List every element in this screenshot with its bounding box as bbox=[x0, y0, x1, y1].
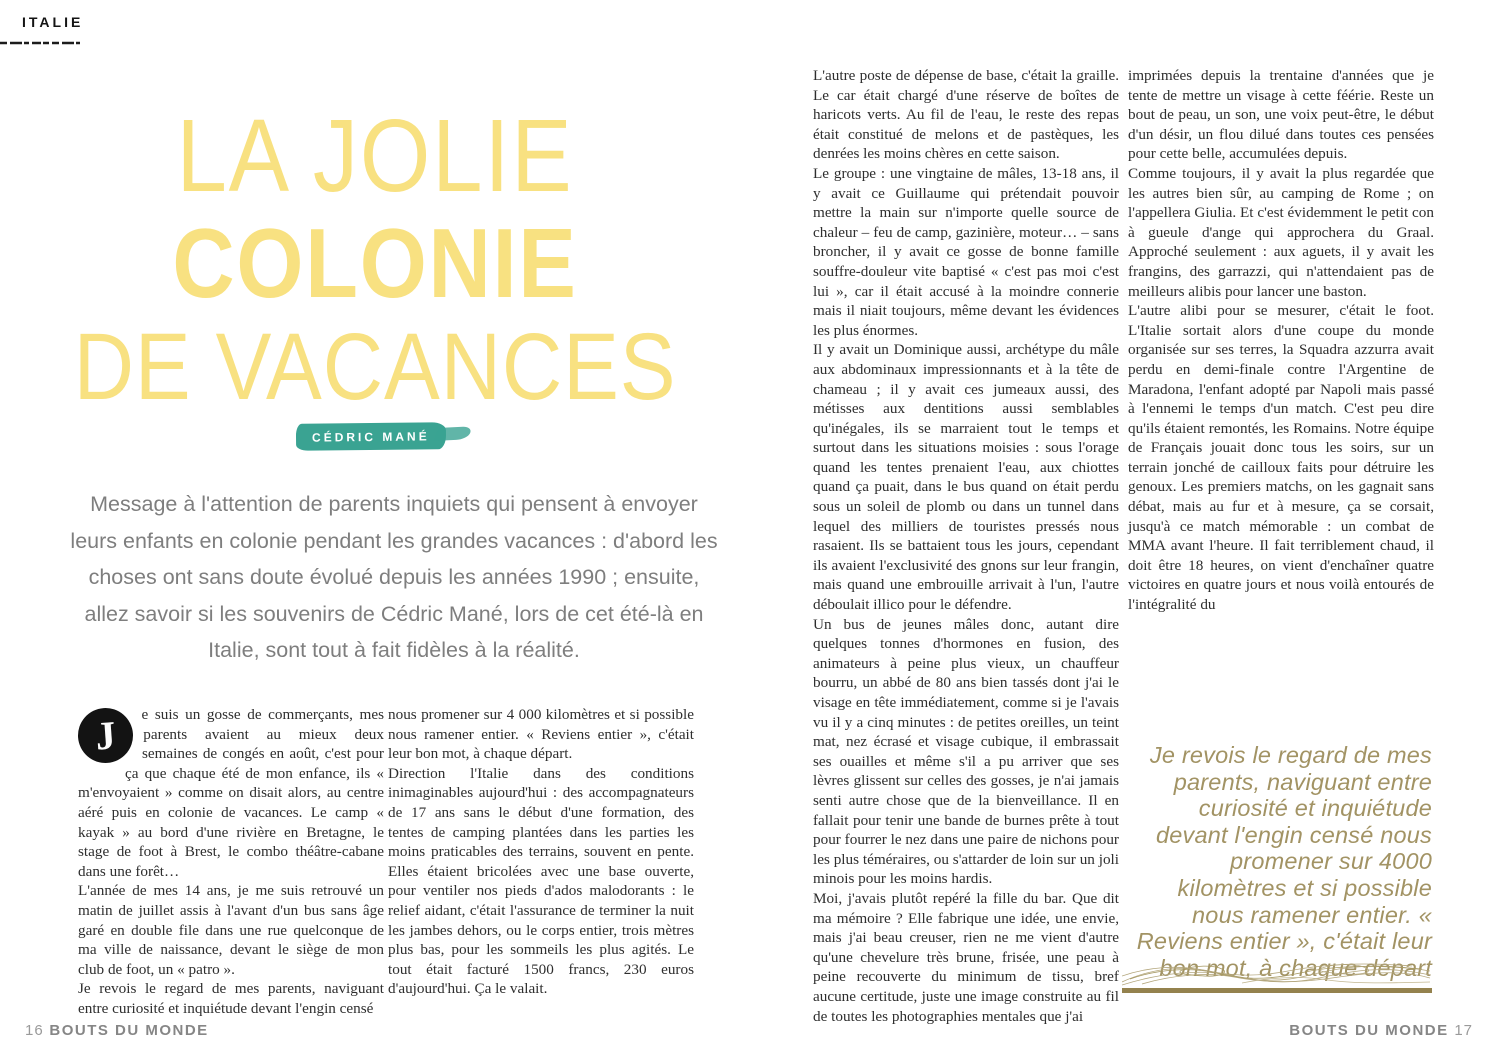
paragraph bbox=[78, 705, 384, 881]
left-page-column-2 bbox=[388, 705, 694, 999]
paragraph: Direction l'Italie dans des conditions inimaginables aujourd'hui : des accompagnateurs de 17 ans sans le début d'une formation, des tentes de camping plantées dans les parties les moins praticables des terrains, souvent en pente. Elles étaient bricolées avec une base ouverte, pour ventiler nos pieds d'ados malodorants : le relief aidant, c'était l'assurance de terminer la nuit les jambes dehors, ou le corps entier, trois mètres plus bas, pour les sommeils les plus agités. Le tout était facturé 1500 francs, 230 euros d'aujourd'hui. Ça le valait. bbox=[388, 764, 694, 998]
paragraph: Moi, j'avais plutôt repéré la fille du bar. Que dit ma mémoire ? Elle fabrique une idée, une envie, mais j'ai beau creuser, rien ne me vient d'autre qu'une chevelure très brune, frisée, une peau à peine recouverte du minimum de tissu, bref aucune certitude, juste une image construite au fil de toutes les photographies mentales que j'ai bbox=[813, 889, 1119, 1025]
paragraph: Comme toujours, il y avait la plus regardée que les autres bien sûr, au camping de Rome ; on l'appellera Giulia. Et c'est évidemment le petit con à gueule d'ange qui approchera du Graal. Approché seulement : aux aguets, il y avait les frangins, des garrazzi, qui n'attendaient pas de meilleurs alibis pour lancer une baston. bbox=[1128, 164, 1434, 300]
article-title-line1: LA JOLIE bbox=[176, 98, 574, 213]
kicker-underline-decoration bbox=[0, 40, 80, 46]
paragraph: Je revois le regard de mes parents, naviguant entre curiosité et inquiétude devant l'engin censé bbox=[78, 980, 384, 1017]
page-number: 17 bbox=[1454, 1022, 1473, 1039]
right-page-footer bbox=[1289, 1022, 1473, 1039]
paragraph: L'année de mes 14 ans, je me suis retrouvé un matin de juillet assis à l'avant d'un bus sans âge garé en double file dans une rue quelconque de ma ville de naissance, devant le siège de mon club de foot, un « patro ». bbox=[78, 882, 384, 978]
paragraph: Le groupe : une vingtaine de mâles, 13-18 ans, il y avait ce Guillaume qui prétendait pouvoir mettre la main sur n'importe quelle source de chaleur – feu de camp, gazinière, moteur… – sans broncher, il y avait ce gosse de bonne famille souffre-douleur vite baptisé « c'est pas moi c'est lui », car il était accusé à la moindre connerie mais il niait toujours, même devant les évidences les plus énormes. bbox=[813, 164, 1119, 339]
right-page-column-1 bbox=[813, 66, 1119, 1026]
paragraph: Un bus de jeunes mâles donc, autant dire quelques tonnes d'hormones en fusion, des animateurs à peine plus vieux, un chauffeur bourru, un abbé de 80 ans bien tassés dont j'ai le visage en tête immédiatement, comme si je l'avais vu il y a cinq minutes : de petites oreilles, un teint mat, nez écrasé et visage cubique, il embrassait ses ouailles et même s'il a pu arriver que ses lèvres glissent sur celles des gosses, je n'ai jamais senti autre chose que de la bienveillance. Il en fallait pour tenir une bande de burnes prête à tout pour fourrer le nez dans une paire de nichons pour les plus téméraires, ou s'attarder de loin sur un joli minois pour les moins hardis. bbox=[813, 615, 1119, 888]
paragraph: imprimées depuis la trentaine d'années que je tente de mettre un visage à cette féérie. Reste un bout de peau, un son, une voix peut-être, le début d'un désir, un flou dilué dans toutes ces pensées pour cette belle, accumulées depuis. bbox=[1128, 67, 1434, 163]
left-page-footer bbox=[25, 1022, 209, 1039]
gold-rule-decoration bbox=[1122, 988, 1432, 993]
paragraph: L'autre poste de dépense de base, c'était la graille. Le car était chargé d'une réserve de boîtes de haricots verts. Au fil de l'eau, le reste des repas était constitué de melons et de pastèques, les denrées les moins chères en cette saison. bbox=[813, 67, 1119, 163]
pull-quote: Je revois le regard de mes parents, naviguant entre curiosité et inquiétude devant l'engin censé nous promener sur 4000 kilomètres et si possible nous ramener entier. « Reviens entier », c'était leur bon mot, à chaque départ bbox=[1136, 742, 1432, 981]
paragraph-text: e suis un gosse de commerçants, mes parents avaient au mieux deux semaines de congés en août, c'est pour ça que chaque été de mon enfance, ils « m'envoyaient » comme on disait alors, au centre aéré puis en colonie de vacances. Le camp « kayak » au bord d'une rivière en Bretagne, le stage de foot à Brest, le combo théâtre-cabane dans une forêt… bbox=[78, 706, 384, 880]
page-number: 16 bbox=[25, 1022, 44, 1039]
article-title-line2: COLONIE bbox=[172, 208, 578, 318]
left-page-column-1 bbox=[78, 705, 384, 1019]
magazine-name: BOUTS DU MONDE bbox=[1289, 1022, 1449, 1039]
article-title-line3: DE VACANCES bbox=[73, 314, 677, 420]
author-badge: CÉDRIC MANÉ bbox=[296, 422, 446, 451]
right-page-column-2 bbox=[1128, 66, 1434, 615]
dropcap-letter: J bbox=[76, 706, 135, 765]
article-standfirst: Message à l'attention de parents inquiets qui pensent à envoyer leurs enfants en colonie pendant les grandes vacances : d'abord les choses ont sans doute évolué depuis les années 1990 ; ensuite, allez savoir si les souvenirs de Cédric Mané, lors de cet été-là en Italie, sont tout à fait fidèles à la réalité. bbox=[70, 492, 718, 663]
paragraph: Il y avait un Dominique aussi, archétype du mâle aux abdominaux impressionnants et à la tête de chameau ; il y avait ces jumeaux aussi, des métisses aux dentitions aussi semblables qu'inégales, ils se marraient tout le temps et surtout dans les situations moisies : sous l'orage quand les tentes prenaient l'eau, aux chiottes quand ça puait, dans le bus quand on était perdu sous un soleil de plomb ou dans un tunnel dans lequel des milliers de touristes pressés nous rasaient. Ils se battaient tous les jours, cependant ils avaient l'exclusivité des gnons sur leur frangin, mais quand une embrouille arrivait à l'un, l'autre déboulait illico pour le défendre. bbox=[813, 341, 1119, 614]
paragraph: nous promener sur 4 000 kilomètres et si possible nous ramener entier. « Reviens entier », c'était leur bon mot, à chaque départ. bbox=[388, 706, 694, 763]
paragraph: L'autre alibi pour se mesurer, c'était le foot. L'Italie sortait alors d'une coupe du monde organisée sur ses terres, la Squadra azzurra avait perdu en demi-finale contre l'Argentine de Maradona, l'enfant adopté par Napoli mais passé à l'ennemi le temps d'un match. C'est peu dire qu'ils étaient remontés, les Romains. Notre équipe de Français jouait donc tous les soirs, sur un terrain jonché de cailloux faits pour détruire les genoux. Les premiers matchs, on les gagnait sans débat, mais au fur et à mesure, ça se corsait, jusqu'à ce match mémorable : un combat de MMA avant l'heure. Il fait terriblement chaud, il doit être 18 heures, on vient d'enchaîner quatre victoires en quatre jours et nous voilà entourés de l'intégralité du bbox=[1128, 302, 1434, 614]
section-kicker: ITALIE bbox=[22, 14, 84, 30]
magazine-name: BOUTS DU MONDE bbox=[49, 1022, 209, 1039]
topographic-lines-decoration bbox=[1122, 960, 1430, 987]
